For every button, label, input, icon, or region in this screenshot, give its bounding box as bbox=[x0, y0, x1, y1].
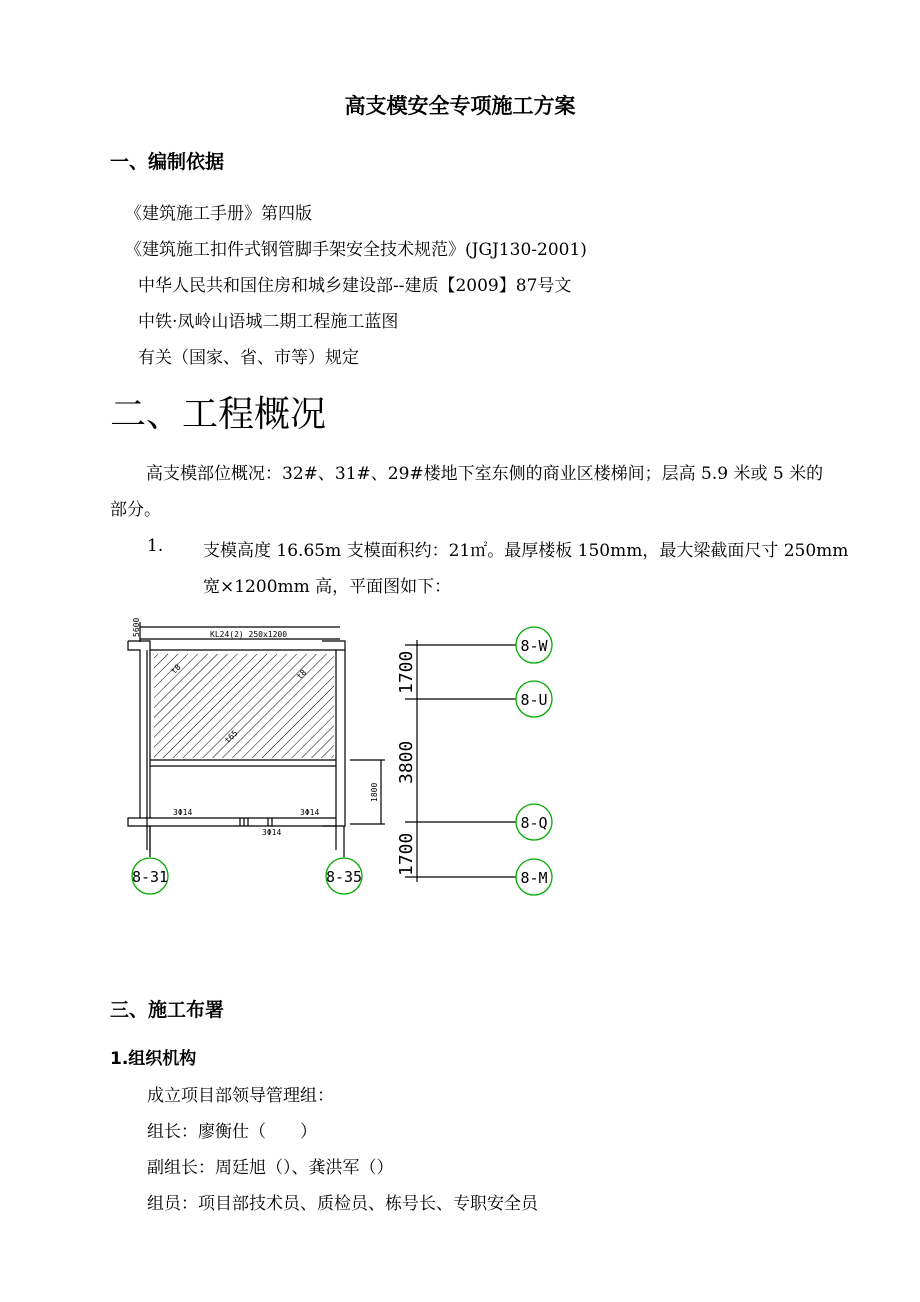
dim-right: 1700 bbox=[396, 650, 417, 694]
axis-label: 8-Q bbox=[520, 814, 548, 832]
dim-mid: 1800 bbox=[370, 782, 379, 802]
basis-item: 中华人民共和国住房和城乡建设部--建质【2009】87号文 bbox=[138, 276, 572, 296]
rebar-left: 3Φ14 bbox=[173, 808, 193, 817]
slab-label: t8 bbox=[169, 662, 183, 676]
section-heading-overview: 二、工程概况 bbox=[110, 394, 327, 435]
rebar-right: 3Φ14 bbox=[300, 808, 320, 817]
org-line: 成立项目部领导管理组： bbox=[147, 1086, 334, 1106]
basis-item: 有关（国家、省、市等）规定 bbox=[138, 348, 359, 368]
basis-item: 《建筑施工扣件式钢管脚手架安全技术规范》(JGJ130-2001) bbox=[125, 240, 587, 260]
section-heading-basis: 一、编制依据 bbox=[110, 151, 225, 173]
page-title: 高支模安全专项施工方案 bbox=[344, 94, 576, 118]
rebar-bottom: 3Φ14 bbox=[262, 828, 282, 837]
org-line: 组员：项目部技术员、质检员、栋号长、专职安全员 bbox=[147, 1194, 538, 1214]
axis-label: 8-U bbox=[520, 691, 548, 709]
item-number: 1. bbox=[147, 536, 164, 556]
dim-right: 3800 bbox=[396, 740, 417, 784]
overview-paragraph: 高支模部位概况：32#、31#、29#楼地下室东侧的商业区楼梯间；层高 5.9 米或 5 米的部分。 bbox=[110, 464, 824, 520]
org-line: 副组长：周廷旭（）、龚洪军（） bbox=[147, 1158, 394, 1178]
org-line: 组长：廖衡仕（ ） bbox=[147, 1122, 317, 1142]
axis-label-right: 8-35 bbox=[325, 868, 363, 886]
item-text-line2: 宽×1200mm 高，平面图如下： bbox=[203, 577, 452, 597]
axis-label: 8-M bbox=[520, 869, 548, 887]
dim-top: 5600 bbox=[132, 617, 141, 637]
basis-item: 《建筑施工手册》第四版 bbox=[125, 204, 312, 224]
item-text-line1: 支模高度 16.65m 支模面积约：21㎡。最厚楼板 150mm，最大梁截面尺寸 250mm bbox=[203, 541, 849, 561]
beam-label: KL24(2) 250x1200 bbox=[210, 630, 288, 639]
slab-label: t8 bbox=[295, 667, 309, 682]
dim-right: 1700 bbox=[396, 832, 417, 876]
sub-heading-organization: 1.组织机构 bbox=[110, 1049, 197, 1069]
section-heading-deployment: 三、施工布署 bbox=[110, 999, 225, 1021]
axis-label-left: 8-31 bbox=[131, 868, 169, 886]
axis-label: 8-W bbox=[520, 637, 548, 655]
slab-label: t65 bbox=[223, 728, 240, 746]
basis-item: 中铁·凤岭山语城二期工程施工蓝图 bbox=[138, 312, 399, 332]
